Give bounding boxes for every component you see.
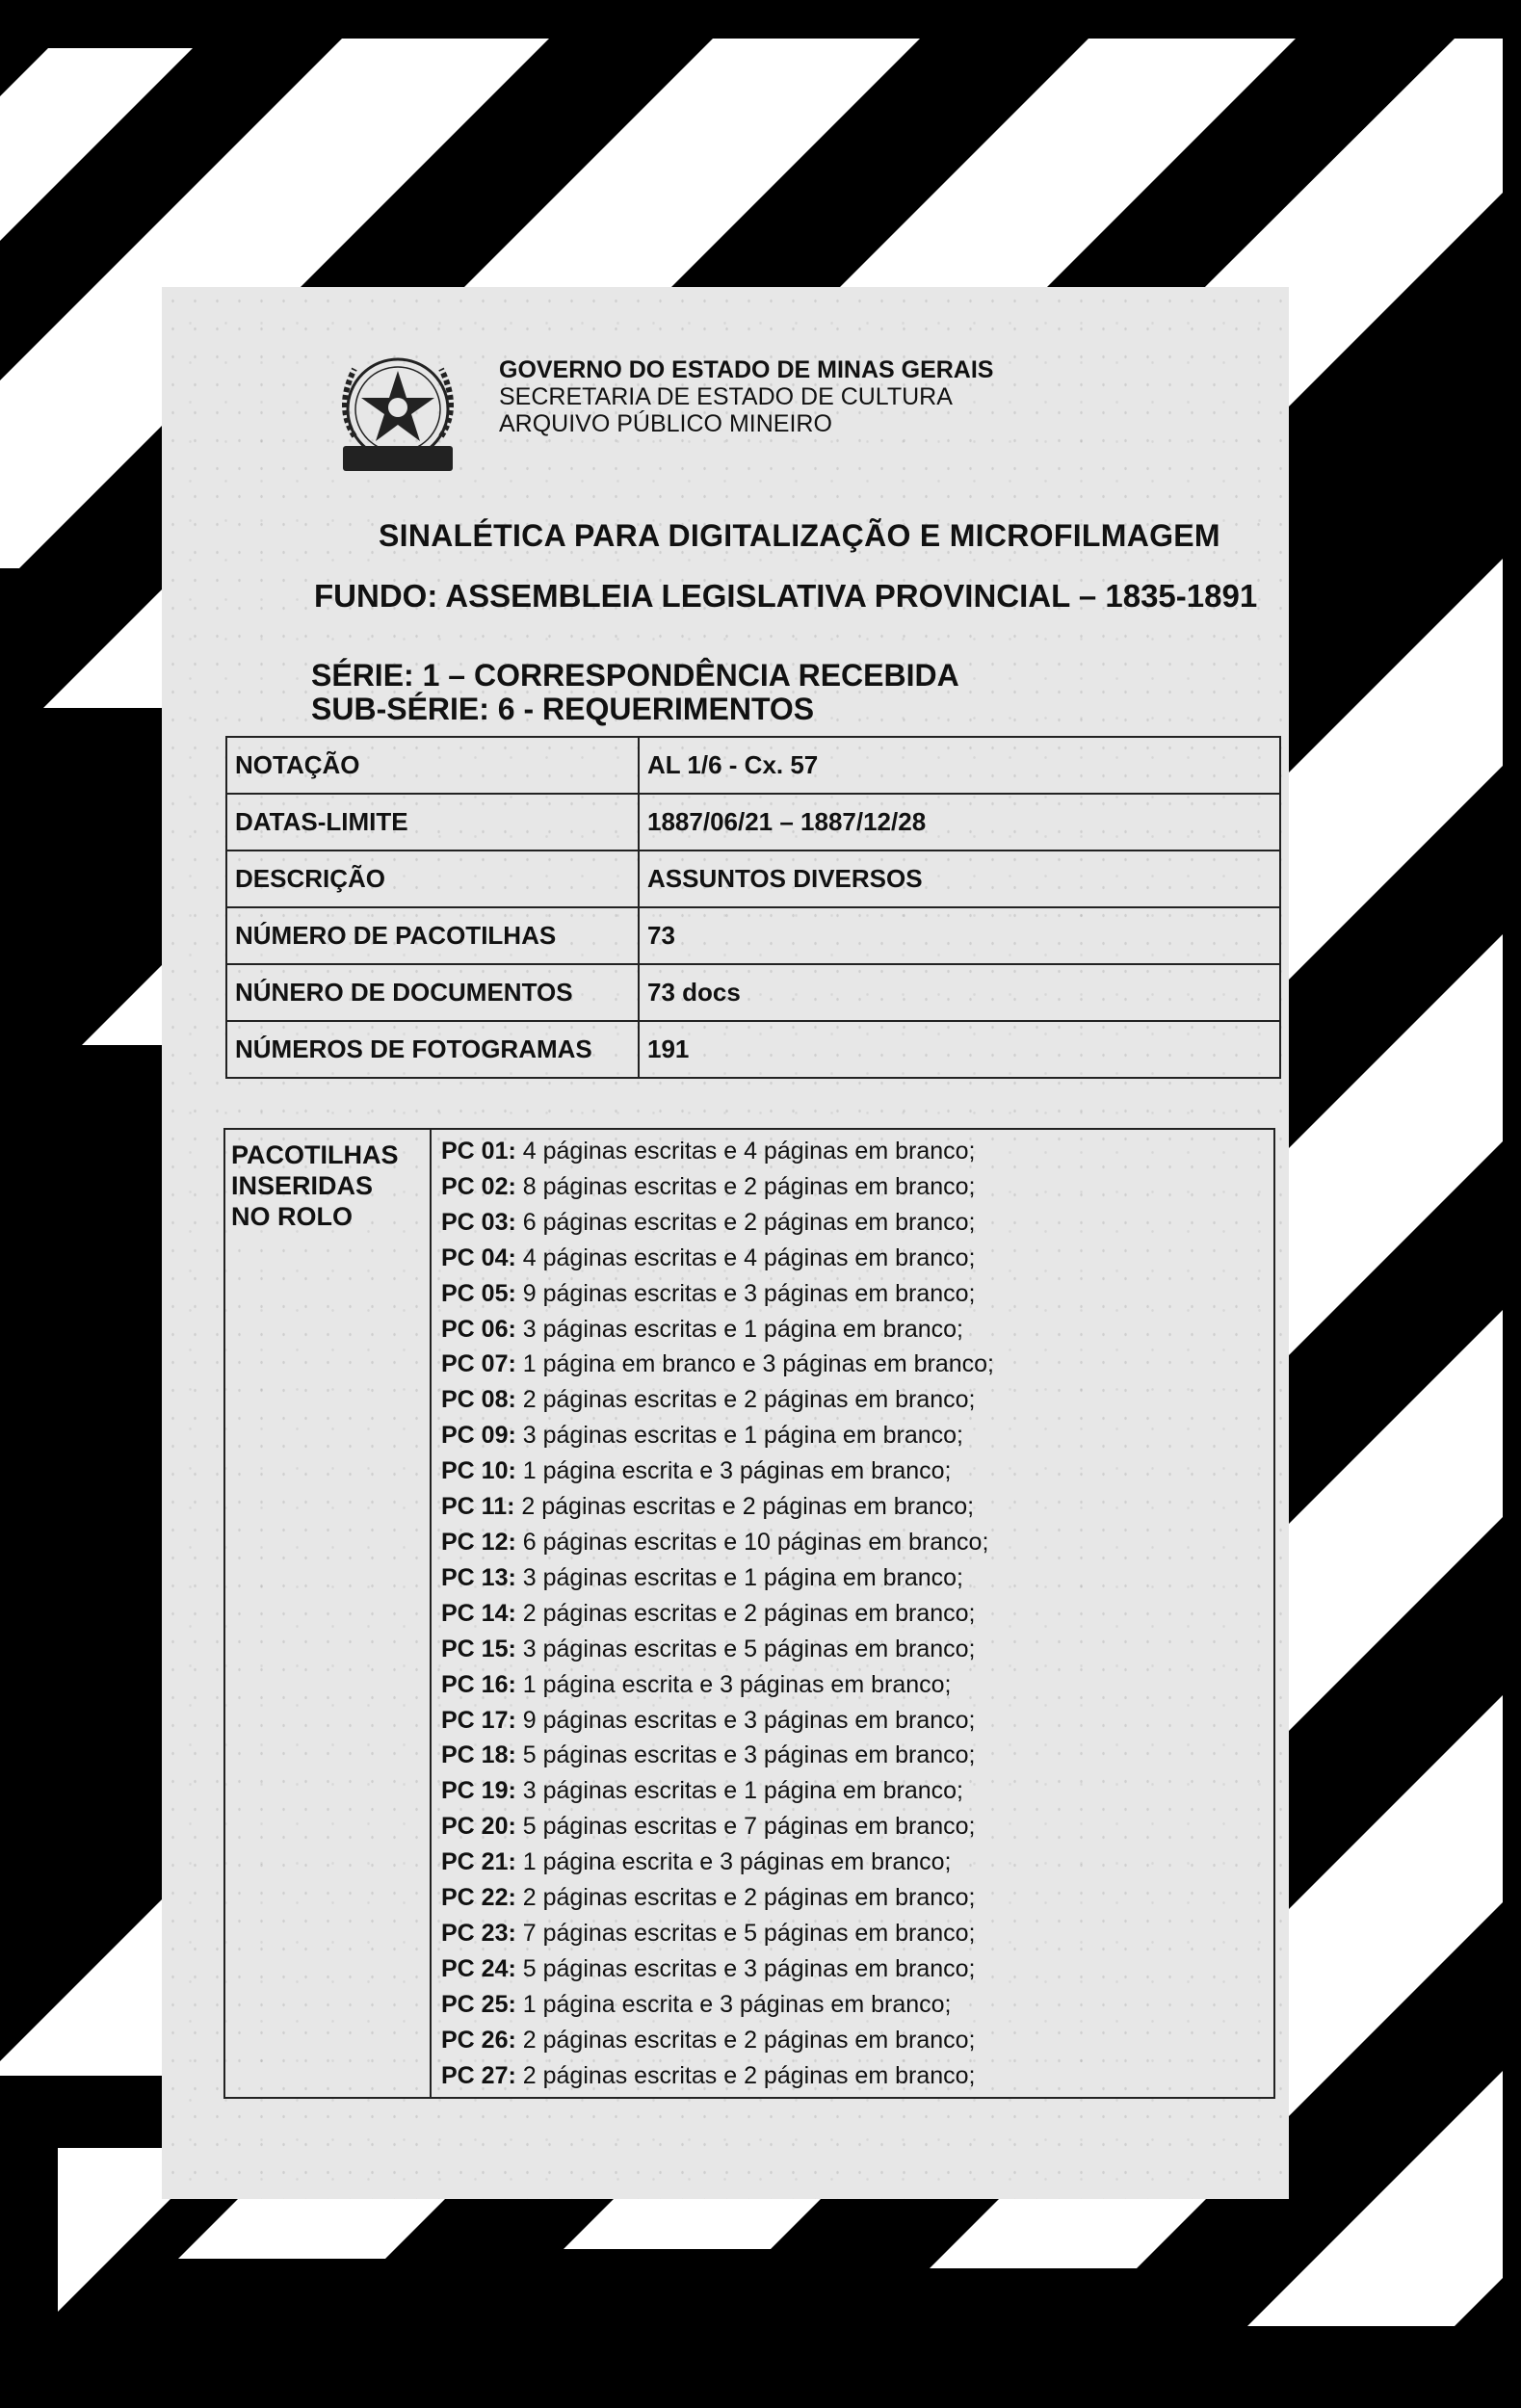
document-sheet [162, 287, 1289, 2199]
list-item [441, 1382, 1264, 1418]
numero-documentos-value: 73 docs [639, 964, 1280, 1021]
pacotilha-description: 2 páginas escritas e 2 páginas em branco; [522, 1599, 976, 1627]
list-item [441, 1169, 1264, 1205]
pacotilha-description: 1 página escrita e 3 páginas em branco; [522, 1457, 952, 1485]
notacao-label: NOTAÇÃO [226, 737, 639, 794]
pacotilha-code: PC 09: [441, 1422, 516, 1450]
list-item [441, 1134, 1264, 1169]
numero-pacotilhas-label: NÚMERO DE PACOTILHAS [226, 907, 639, 964]
datas-limite-value: 1887/06/21 – 1887/12/28 [639, 794, 1280, 851]
pacotilha-code: PC 21: [441, 1848, 516, 1876]
pacotilha-code: PC 07: [441, 1350, 516, 1378]
list-item [441, 1241, 1264, 1276]
table-row [226, 851, 1280, 907]
list-item [441, 1312, 1264, 1348]
list-item [441, 2023, 1264, 2058]
list-item [441, 1880, 1264, 1916]
list-item [441, 1525, 1264, 1560]
pacotilhas-table [223, 1128, 1275, 2099]
descricao-label: DESCRIÇÃO [226, 851, 639, 907]
list-item [441, 1845, 1264, 1880]
pacotilha-code: PC 17: [441, 1706, 516, 1734]
datas-limite-label: DATAS-LIMITE [226, 794, 639, 851]
list-item [441, 1987, 1264, 2023]
table-row [226, 794, 1280, 851]
pacotilha-description: 6 páginas escritas e 10 páginas em branco; [522, 1528, 989, 1556]
pacotilha-description: 3 páginas escritas e 5 páginas em branco; [522, 1635, 976, 1662]
pacotilha-code: PC 14: [441, 1599, 516, 1627]
list-item [441, 1596, 1264, 1632]
pacotilha-description: 5 páginas escritas e 3 páginas em branco; [522, 1741, 976, 1769]
numero-documentos-label: NÚNERO DE DOCUMENTOS [226, 964, 639, 1021]
pacotilha-code: PC 20: [441, 1813, 516, 1841]
pacotilha-description: 9 páginas escritas e 3 páginas em branco; [522, 1279, 976, 1307]
list-item [441, 1809, 1264, 1845]
pacotilha-code: PC 11: [441, 1493, 515, 1521]
list-item [441, 1276, 1264, 1312]
pacotilha-description: 5 páginas escritas e 7 páginas em branco; [522, 1813, 976, 1841]
list-item [441, 1205, 1264, 1241]
table-row [226, 964, 1280, 1021]
list-item [441, 1489, 1264, 1525]
list-item [441, 1560, 1264, 1596]
pacotilha-code: PC 16: [441, 1670, 516, 1698]
pacotilhas-list-cell [431, 1129, 1274, 2098]
pacotilha-code: PC 10: [441, 1457, 516, 1485]
fundo-line: FUNDO: ASSEMBLEIA LEGISLATIVA PROVINCIAL – 1835-1891 [314, 578, 1258, 614]
pacotilha-description: 8 páginas escritas e 2 páginas em branco; [522, 1172, 976, 1200]
pacotilha-code: PC 04: [441, 1243, 516, 1271]
pacotilha-code: PC 08: [441, 1386, 516, 1414]
list-item [441, 1667, 1264, 1703]
header-government-line: GOVERNO DO ESTADO DE MINAS GERAIS [499, 356, 994, 383]
pacotilha-description: 1 página escrita e 3 páginas em branco; [522, 1848, 952, 1876]
pacotilha-code: PC 03: [441, 1208, 516, 1236]
pacotilha-code: PC 13: [441, 1563, 516, 1591]
header-archive-line: ARQUIVO PÚBLICO MINEIRO [499, 410, 832, 437]
table-row [224, 1129, 1274, 2098]
pacotilha-description: 2 páginas escritas e 2 páginas em branco; [522, 1884, 976, 1912]
list-item [441, 1951, 1264, 1987]
pacotilhas-list [441, 1134, 1264, 2093]
numero-fotogramas-value: 191 [639, 1021, 1280, 1078]
table-row [226, 737, 1280, 794]
pacotilha-code: PC 22: [441, 1884, 516, 1912]
pacotilha-description: 3 páginas escritas e 1 página em branco; [522, 1422, 963, 1450]
document-title: SINALÉTICA PARA DIGITALIZAÇÃO E MICROFILMAGEM [379, 518, 1220, 553]
pacotilha-code: PC 18: [441, 1741, 516, 1769]
table-row [226, 1021, 1280, 1078]
pacotilha-code: PC 05: [441, 1279, 516, 1307]
pacotilhas-label-cell [224, 1129, 431, 2098]
pacotilha-code: PC 25: [441, 1990, 516, 2018]
pacotilha-description: 2 páginas escritas e 2 páginas em branco; [522, 2061, 976, 2089]
notacao-value: AL 1/6 - Cx. 57 [639, 737, 1280, 794]
pacotilha-code: PC 02: [441, 1172, 516, 1200]
pacotilha-description: 2 páginas escritas e 2 páginas em branco; [522, 2026, 976, 2054]
pacotilha-description: 1 página em branco e 3 páginas em branco; [522, 1350, 994, 1378]
pacotilha-description: 4 páginas escritas e 4 páginas em branco; [522, 1243, 976, 1271]
serie-line: SÉRIE: 1 – CORRESPONDÊNCIA RECEBIDA [311, 658, 959, 693]
list-item [441, 1773, 1264, 1809]
info-table [225, 736, 1281, 1079]
numero-fotogramas-label: NÚMEROS DE FOTOGRAMAS [226, 1021, 639, 1078]
pacotilha-code: PC 27: [441, 2061, 516, 2089]
list-item [441, 1703, 1264, 1739]
pacotilha-code: PC 06: [441, 1315, 516, 1343]
minas-gerais-seal-icon [326, 350, 470, 484]
pacotilha-code: PC 15: [441, 1635, 516, 1662]
pacotilhas-label: PACOTILHAS INSERIDAS NO ROLO [231, 1140, 399, 1231]
list-item [441, 1738, 1264, 1773]
list-item [441, 1632, 1264, 1667]
pacotilha-code: PC 23: [441, 1919, 516, 1947]
subserie-line: SUB-SÉRIE: 6 - REQUERIMENTOS [311, 692, 815, 726]
list-item [441, 2058, 1264, 2094]
header-secretariat-line: SECRETARIA DE ESTADO DE CULTURA [499, 383, 953, 410]
pacotilha-code: PC 12: [441, 1528, 516, 1556]
pacotilha-code: PC 19: [441, 1777, 516, 1805]
pacotilha-description: 4 páginas escritas e 4 páginas em branco; [522, 1138, 976, 1165]
list-item [441, 1916, 1264, 1951]
list-item [441, 1347, 1264, 1382]
pacotilha-description: 1 página escrita e 3 páginas em branco; [522, 1990, 952, 2018]
pacotilha-description: 7 páginas escritas e 5 páginas em branco; [522, 1919, 976, 1947]
pacotilha-description: 3 páginas escritas e 1 página em branco; [522, 1563, 963, 1591]
list-item [441, 1453, 1264, 1489]
list-item [441, 1418, 1264, 1453]
pacotilha-code: PC 26: [441, 2026, 516, 2054]
pacotilha-description: 5 páginas escritas e 3 páginas em branco; [522, 1954, 976, 1982]
numero-pacotilhas-value: 73 [639, 907, 1280, 964]
pacotilha-description: 3 páginas escritas e 1 página em branco; [522, 1777, 963, 1805]
table-row [226, 907, 1280, 964]
descricao-value: ASSUNTOS DIVERSOS [639, 851, 1280, 907]
pacotilha-description: 2 páginas escritas e 2 páginas em branco; [521, 1493, 975, 1521]
pacotilha-description: 1 página escrita e 3 páginas em branco; [522, 1670, 952, 1698]
pacotilha-code: PC 24: [441, 1954, 516, 1982]
pacotilha-description: 3 páginas escritas e 1 página em branco; [522, 1315, 963, 1343]
pacotilha-description: 6 páginas escritas e 2 páginas em branco; [522, 1208, 976, 1236]
pacotilha-description: 2 páginas escritas e 2 páginas em branco; [522, 1386, 976, 1414]
pacotilha-code: PC 01: [441, 1138, 516, 1165]
pacotilha-description: 9 páginas escritas e 3 páginas em branco; [522, 1706, 976, 1734]
